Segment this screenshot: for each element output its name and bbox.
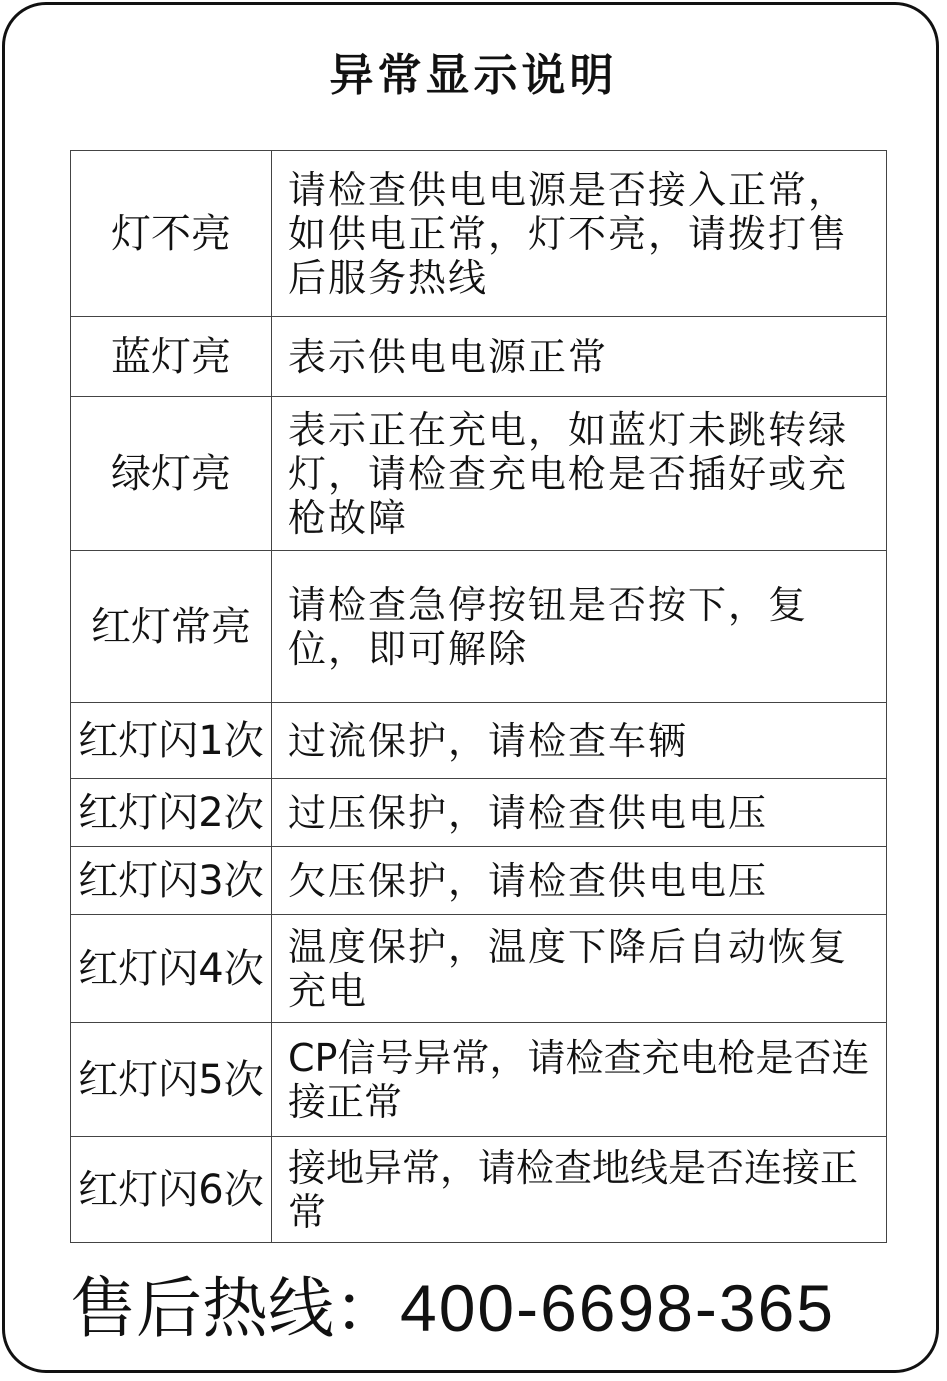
light-state-cell: 红灯闪1次 (71, 703, 272, 779)
table-row (71, 551, 887, 703)
table-row (71, 317, 887, 397)
table-row (71, 915, 887, 1023)
hotline-number: 400-6698-365 (400, 1271, 836, 1345)
light-state-cell: 红灯闪5次 (71, 1023, 272, 1137)
fault-table (70, 150, 887, 1243)
hotline (70, 1268, 910, 1349)
description-cell: 过压保护，请检查供电电压 (272, 779, 887, 847)
light-state-cell: 灯不亮 (71, 151, 272, 317)
light-state-cell: 红灯常亮 (71, 551, 272, 703)
light-state-cell: 红灯闪2次 (71, 779, 272, 847)
table-row (71, 847, 887, 915)
description-cell: 接地异常，请检查地线是否连接正常 (272, 1137, 887, 1243)
description-cell: 请检查供电电源是否接入正常，如供电正常，灯不亮，请拨打售后服务热线 (272, 151, 887, 317)
table-row (71, 1023, 887, 1137)
table-row (71, 397, 887, 551)
description-cell: 表示供电电源正常 (272, 317, 887, 397)
page-title: 异常显示说明 (329, 50, 618, 101)
table-row (71, 703, 887, 779)
table-row (71, 779, 887, 847)
description-cell: 表示正在充电，如蓝灯未跳转绿灯，请检查充电枪是否插好或充枪故障 (272, 397, 887, 551)
description-cell: 过流保护，请检查车辆 (272, 703, 887, 779)
light-state-cell: 红灯闪6次 (71, 1137, 272, 1243)
light-state-cell: 蓝灯亮 (71, 317, 272, 397)
table-row (71, 151, 887, 317)
hotline-label: 售后热线： (70, 1270, 400, 1347)
description-cell: 欠压保护，请检查供电电压 (272, 847, 887, 915)
light-state-cell: 绿灯亮 (71, 397, 272, 551)
light-state-cell: 红灯闪4次 (71, 915, 272, 1023)
table-row (71, 1137, 887, 1243)
light-state-cell: 红灯闪3次 (71, 847, 272, 915)
description-cell: CP信号异常，请检查充电枪是否连接正常 (272, 1023, 887, 1137)
description-cell: 请检查急停按钮是否按下，复位，即可解除 (272, 551, 887, 703)
description-cell: 温度保护，温度下降后自动恢复充电 (272, 915, 887, 1023)
